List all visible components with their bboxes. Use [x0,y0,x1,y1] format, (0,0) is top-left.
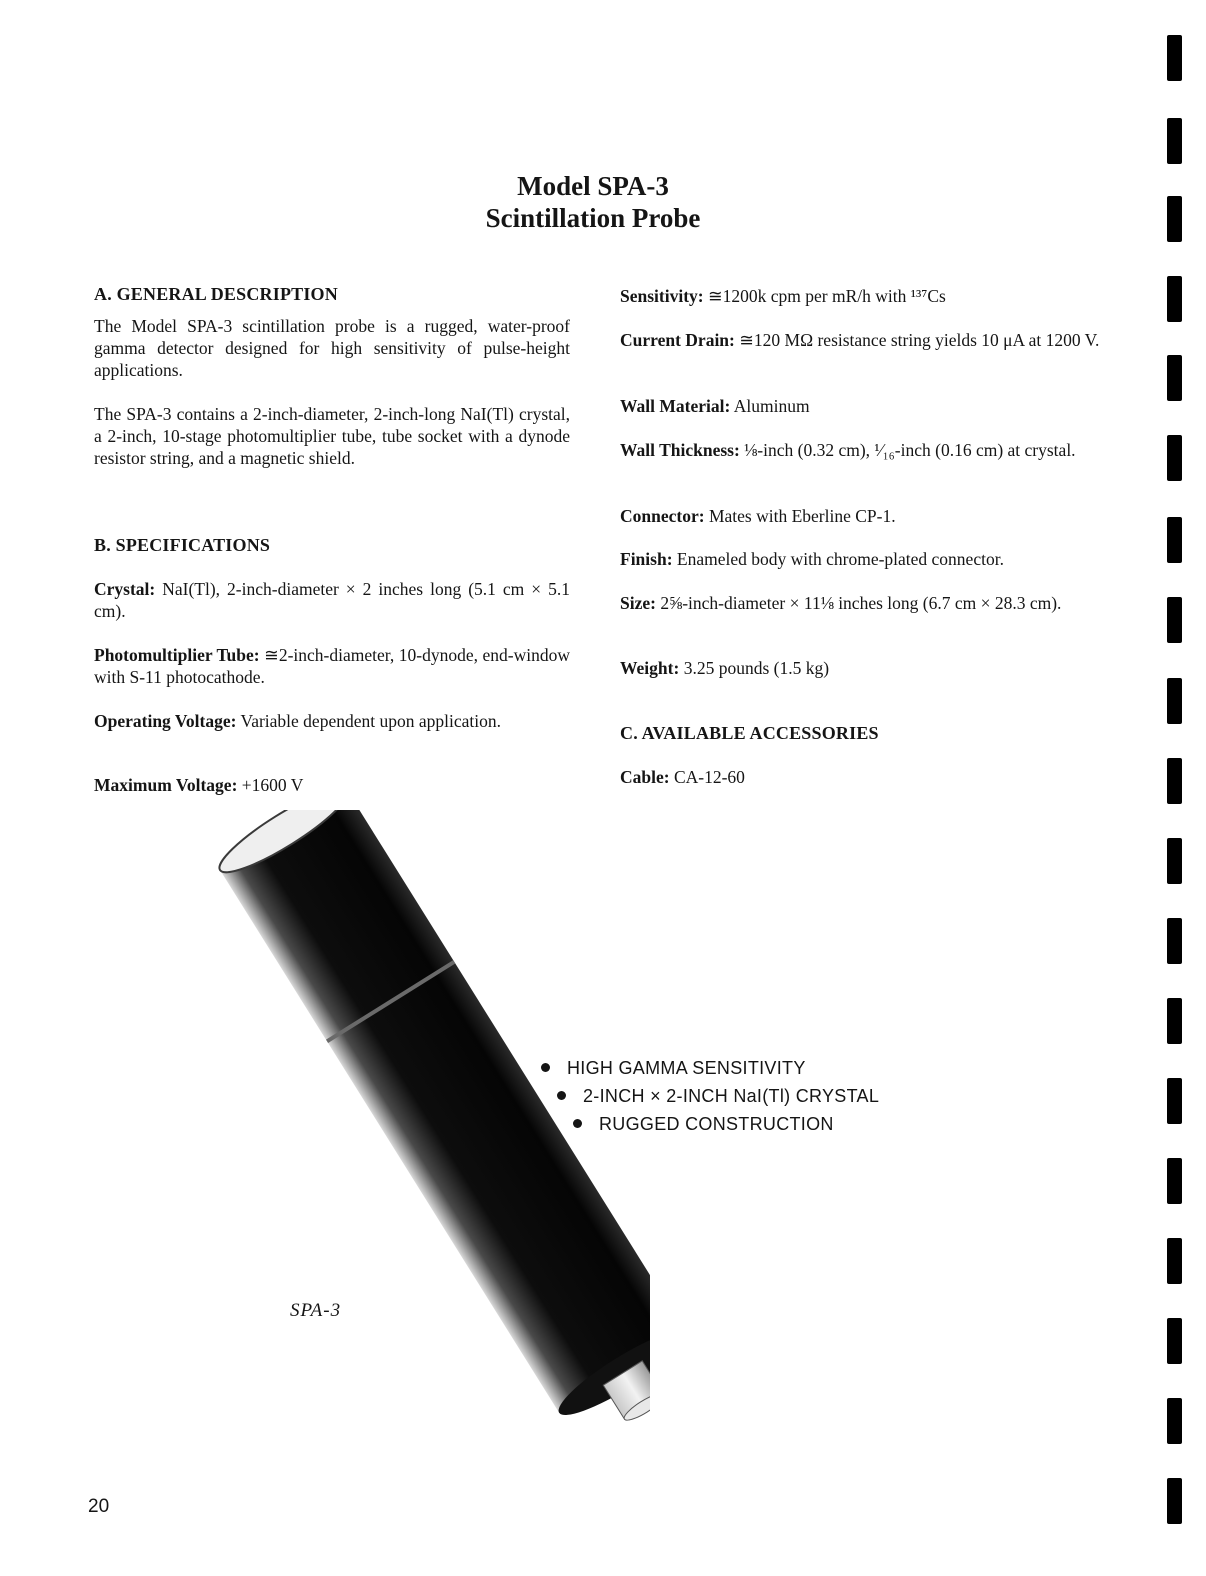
binding-mark [1167,355,1182,401]
binding-mark [1167,435,1182,481]
binding-mark [1167,597,1182,643]
photo-caption: SPA-3 [290,1300,342,1321]
spec-label: Size: [620,593,656,613]
feature-item: HIGH GAMMA SENSITIVITY [541,1058,806,1079]
binding-mark [1167,1478,1182,1524]
spec-value: 2⅝-inch-diameter × 11⅛ inches long (6.7 cm × 28.3 cm). [660,593,1062,613]
spec-label: Maximum Voltage: [94,775,238,795]
spec-label: Crystal: [94,579,156,599]
spec-label: Operating Voltage: [94,711,237,731]
binding-mark [1167,758,1182,804]
title-line-2: Scintillation Probe [485,203,701,233]
binding-mark [1167,196,1182,242]
spec-value: 3.25 pounds (1.5 kg) [683,658,830,678]
page-number: 20 [88,1496,110,1517]
accessories-heading: C. AVAILABLE ACCESSORIES [620,723,879,743]
spec-label: Photomultiplier Tube: [94,645,260,665]
spec-value: ≅2-inch-diameter, 10-dynode, end-window with S-11 photocathode. [94,645,570,687]
spec-value: ≅1200k cpm per mR/h with ¹³⁷Cs [708,286,946,306]
spec-value: +1600 V [241,775,304,795]
spec-label: Finish: [620,549,673,569]
binding-mark [1167,1398,1182,1444]
spec-value: Mates with Eberline CP-1. [708,506,896,526]
spec-value: Aluminum [733,396,810,416]
bullet-icon [541,1063,550,1072]
binding-mark [1167,678,1182,724]
title-line-1: Model SPA-3 [517,171,669,201]
spec-label: Sensitivity: [620,286,704,306]
binding-mark [1167,118,1182,164]
general-description-paragraph-1: The Model SPA-3 scintillation probe is a rugged, water-proof gamma detector designed for high sensitivity of pulse-height applications. [94,316,570,380]
bullet-icon [573,1119,582,1128]
probe-photo [130,810,650,1470]
binding-mark [1167,1158,1182,1204]
binding-mark [1167,1078,1182,1124]
binding-mark [1167,918,1182,964]
spec-operating-voltage [94,710,570,732]
spec-connector [620,505,1100,527]
spec-crystal [94,578,570,622]
spec-label: Weight: [620,658,680,678]
spec-value: Variable dependent upon application. [240,711,501,731]
binding-mark [1167,276,1182,322]
spec-current-drain [620,329,1100,351]
binding-mark [1167,838,1182,884]
specifications-heading: B. SPECIFICATIONS [94,535,271,555]
spec-photomultiplier-tube [94,644,570,688]
spec-size [620,592,1100,614]
general-description-paragraph-2: The SPA-3 contains a 2-inch-diameter, 2-inch-long NaI(Tl) crystal, a 2-inch, 10-stage photomultiplier tube, tube socket with a dynode resistor string, and a magnetic shield. [94,404,570,468]
spec-value: ≅120 MΩ resistance string yields 10 μA at 1200 V. [739,330,1100,350]
feature-item: 2-INCH × 2-INCH NaI(Tl) CRYSTAL [557,1086,879,1107]
spec-label: Wall Thickness: [620,440,740,460]
spec-finish [620,548,1100,570]
bullet-icon [557,1091,566,1100]
spec-value: NaI(Tl), 2-inch-diameter × 2 inches long (5.1 cm × 5.1 cm). [94,579,570,621]
accessory-cable [620,766,1100,788]
feature-item: RUGGED CONSTRUCTION [573,1114,834,1135]
accessory-value: CA-12-60 [673,767,745,787]
spec-weight [620,657,1100,679]
spec-sensitivity [620,285,1100,307]
binding-mark [1167,517,1182,563]
spec-wall-thickness [620,439,1100,461]
binding-mark [1167,998,1182,1044]
spec-label: Current Drain: [620,330,735,350]
binding-mark [1167,1238,1182,1284]
general-description-heading: A. GENERAL DESCRIPTION [94,284,338,304]
accessory-label: Cable: [620,767,670,787]
spec-label: Connector: [620,506,705,526]
spec-value: ⅛-inch (0.32 cm), ¹⁄₁₆-inch (0.16 cm) at crystal. [744,440,1076,460]
spec-label: Wall Material: [620,396,731,416]
binding-mark [1167,35,1182,81]
spec-wall-material [620,395,1100,417]
spec-maximum-voltage [94,774,570,796]
spec-value: Enameled body with chrome-plated connector. [676,549,1004,569]
binding-mark [1167,1318,1182,1364]
